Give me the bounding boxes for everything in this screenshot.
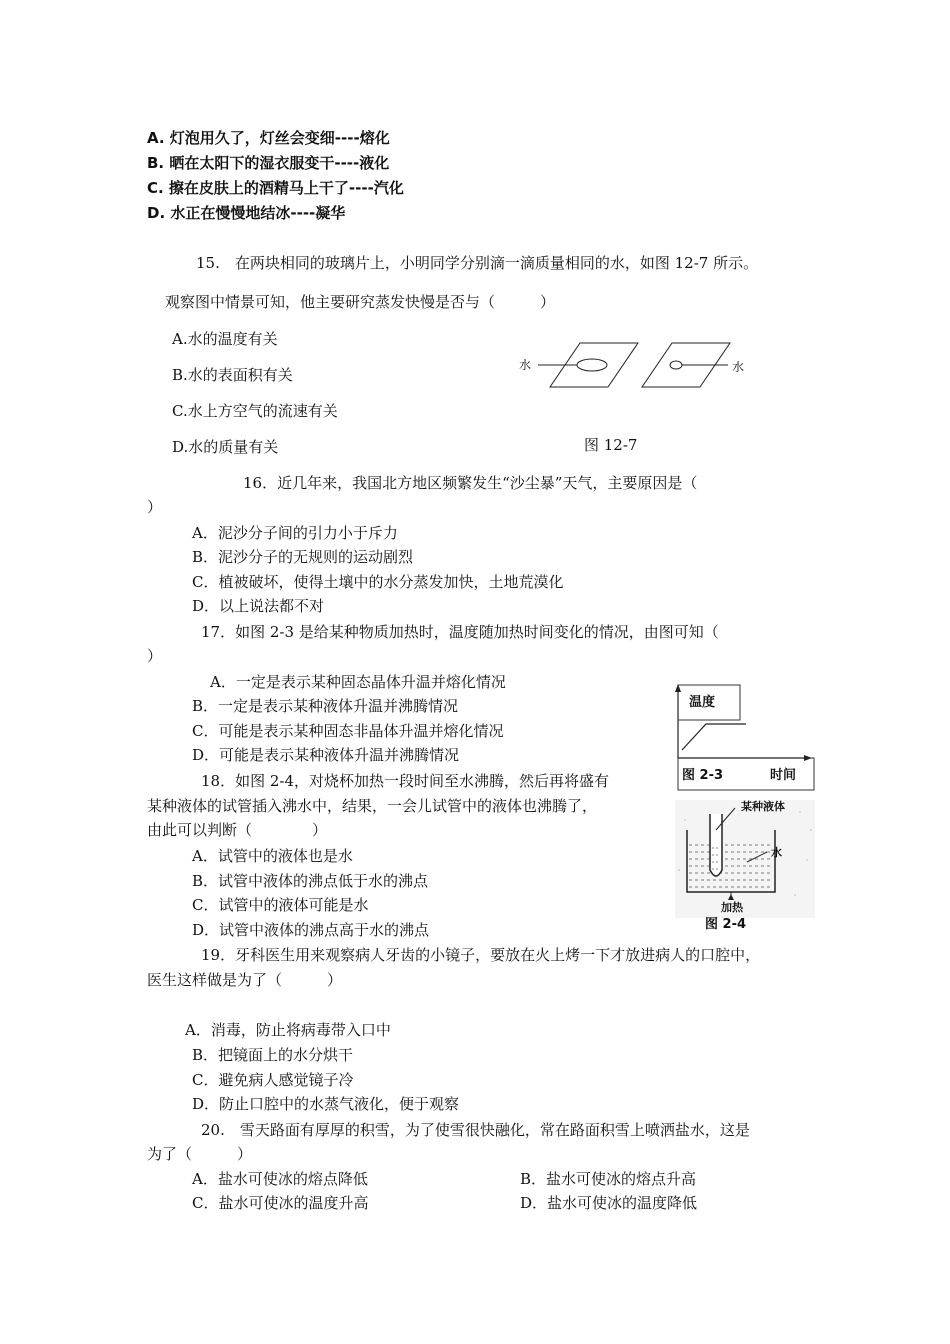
q16-option-d: D．以上说法都不对 (192, 597, 325, 615)
q19-option-c: C．避免病人感觉镜子冷 (192, 1071, 354, 1089)
q17-stem-line2: ） (147, 647, 163, 665)
figure-2-4 (675, 800, 815, 935)
q18-option-b: B．试管中液体的沸点低于水的沸点 (192, 872, 429, 890)
q18-stem-line1: 18．如图 2-4，对烧杯加热一段时间至水沸腾，然后再将盛有 (201, 772, 610, 790)
q17-option-a: A．一定是表示某种固态晶体升温并熔化情况 (210, 673, 506, 691)
q20-option-a: A．盐水可使冰的熔点降低 (192, 1170, 368, 1188)
q17-option-d: D．可能是表示某种液体升温并沸腾情况 (192, 746, 460, 764)
figure-2-4-water-label: 水 (771, 846, 782, 859)
q15-option-d: D.水的质量有关 (172, 438, 279, 456)
q19-option-b: B．把镜面上的水分烘干 (192, 1046, 354, 1064)
q19-option-a: A．消毒，防止将病毒带入口中 (185, 1021, 391, 1039)
q16-option-b: B．泥沙分子的无规则的运动剧烈 (192, 548, 414, 566)
test-tube (710, 814, 722, 876)
q15-option-b: B.水的表面积有关 (172, 366, 293, 384)
q17-option-c: C．可能是表示某种固态非晶体升温并熔化情况 (192, 722, 504, 740)
q15-stem-line1: 15. 在两块相同的玻璃片上，小明同学分别滴一滴质量相同的水，如图 12-7 所示。 (196, 254, 759, 272)
q20-option-c: C．盐水可使冰的温度升高 (192, 1194, 369, 1212)
q19-stem-line1: 19．牙科医生用来观察病人牙齿的小镜子，要放在火上烤一下才放进病人的口腔中， (201, 946, 761, 964)
q20-option-d: D．盐水可使冰的温度降低 (520, 1194, 698, 1212)
temperature-curve (682, 724, 746, 750)
q16-stem-line1: 16．近几年来，我国北方地区频繁发生“沙尘暴”天气，主要原因是（ (243, 474, 698, 492)
q16-option-c: C．植被破坏，使得土壤中的水分蒸发加快，土地荒漠化 (192, 573, 564, 591)
q14-option-d: D. 水正在慢慢地结冰----凝华 (147, 204, 346, 222)
q18-stem-line3: 由此可以判断（ ） (147, 821, 328, 839)
q20-stem-line2: 为了（ ） (147, 1145, 253, 1163)
beaker-test-tube-diagram (675, 800, 815, 918)
small-water-drop (670, 361, 682, 369)
q20-option-b: B．盐水可使冰的熔点升高 (520, 1170, 697, 1188)
q18-option-d: D．试管中液体的沸点高于水的沸点 (192, 921, 430, 939)
figure-2-4-liquid-label: 某种液体 (741, 800, 785, 813)
figure-12-7-left-label: 水 (519, 358, 532, 372)
figure-2-3-ylabel: 温度 (689, 695, 716, 710)
figure-2-3-xlabel: 时间 (770, 768, 797, 783)
q14-option-b: B. 晒在太阳下的湿衣服变干----液化 (147, 154, 390, 172)
q19-option-d: D．防止口腔中的水蒸气液化，便于观察 (192, 1095, 460, 1113)
q18-stem-line2: 某种液体的试管插入沸水中，结果，一会儿试管中的液体也沸腾了， (147, 797, 598, 815)
figure-2-4-heat-label: 加热 (721, 901, 743, 914)
q17-option-b: B．一定是表示某种液体升温并沸腾情况 (192, 697, 459, 715)
q15-stem-line2: 观察图中情景可知，他主要研究蒸发快慢是否与（ ） (165, 293, 556, 311)
q15-option-c: C.水上方空气的流速有关 (172, 402, 338, 420)
q17-stem-line1: 17．如图 2-3 是给某种物质加热时，温度随加热时间变化的情况，由图可知（ (201, 623, 719, 641)
q19-stem-line2: 医生这样做是为了（ ） (147, 971, 343, 989)
q18-option-a: A．试管中的液体也是水 (192, 847, 353, 865)
q16-option-a: A．泥沙分子间的引力小于斥力 (192, 524, 398, 542)
large-water-drop (577, 359, 607, 371)
q18-option-c: C．试管中的液体可能是水 (192, 896, 369, 914)
figure-2-3-caption: 图 2-3 (682, 768, 724, 783)
figure-12-7-caption: 图 12-7 (584, 436, 638, 454)
q20-stem-line1: 20. 雪天路面有厚厚的积雪，为了使雪很快融化，常在路面积雪上喷洒盐水，这是 (201, 1121, 750, 1139)
q14-option-c: C. 擦在皮肤上的酒精马上干了----汽化 (147, 179, 404, 197)
figure-12-7-right-label: 水 (732, 360, 745, 374)
figure-12-7 (510, 335, 760, 395)
q14-option-a: A. 灯泡用久了，灯丝会变细----熔化 (147, 129, 390, 147)
figure-2-3 (672, 680, 818, 792)
q15-option-a: A.水的温度有关 (172, 330, 278, 348)
glass-plates-diagram (510, 335, 760, 395)
q16-stem-line2: ） (147, 498, 163, 516)
figure-2-4-caption: 图 2-4 (705, 917, 747, 932)
